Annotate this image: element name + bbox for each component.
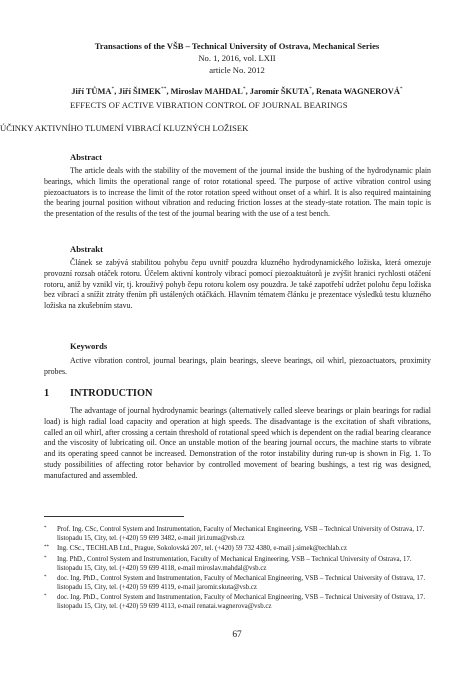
footnote (44, 556, 431, 573)
footnote-text: Prof. Ing. CSc, Control System and Instrumentation, Faculty of Mechanical Engineering, VSB – Technical University of Ostrava, 17. listopadu 15, City, tel. (+420) 59 699 3482, e-mail jiri.tuma@vsb.cz (57, 526, 425, 542)
footnote-separator (44, 516, 184, 517)
footnote-mark: * (44, 526, 47, 531)
footnote-mark: * (44, 556, 47, 561)
footnote-mark: * (44, 575, 47, 580)
article-number: article No. 2012 (209, 65, 265, 75)
keywords-text: Active vibration control, journal bearings, plain bearings, sleeve bearings, oil whirl, piezoactuators, proximity probes. (44, 356, 431, 376)
footnote (44, 545, 431, 554)
paper-title-czech: ÚČINKY AKTIVNÍHO TLUMENÍ VIBRACÍ KLUZNÝCH LOŽISEK (0, 123, 249, 133)
footnote-text: Ing. CSc., TECHLAB Ltd., Prague, Sokolovská 207, tel. (+420) 59 732 4380, e-mail j.simek@techlab.cz (57, 545, 347, 552)
keywords-heading: Keywords (70, 341, 108, 351)
author-mark: * (399, 86, 403, 92)
author-list: Jiří TŮMA*, Jiří ŠIMEK**, Miroslav MAHDAL*, Jaromír ŠKUTA*, Renata WAGNEROVÁ* (71, 86, 403, 96)
abstrakt-text: Článek se zabývá stabilitou pohybu čepu uvnitř pouzdra kluzného hydrodynamického ložiska, která omezuje provozní rozsah otáček rotoru. Účelem aktivní kontroly vibrací pomocí piezoaktuátorů je zvýšit hranici rychlosti otáčení rotoru, aniž by vznikl vír, tj. krouživý pohyb čepu rotoru kolem osy pouzdra. Je také zapotřebí udržet polohu čepu ložiska bez vibrací a snížit ztráty třením při ustálených otáčkách. Hlavním tématem článku je prezentace výsledků testu kluzného ložiska na zkušebním stavu. (44, 258, 431, 311)
author-mark: * (242, 86, 246, 92)
author-name: Jiří TŮMA (71, 86, 112, 96)
author-name: Jaromír ŠKUTA (249, 86, 310, 96)
section-number: 1 (44, 388, 50, 399)
paper-title-english: EFFECTS OF ACTIVE VIBRATION CONTROL OF JOURNAL BEARINGS (70, 100, 348, 110)
footnote-mark: * (44, 594, 47, 599)
author-name: Miroslav MAHDAL (170, 86, 243, 96)
footnote (44, 575, 431, 592)
author-mark: * (111, 86, 115, 92)
issue-info: No. 1, 2016, vol. LXII (198, 53, 276, 63)
footnote-text: Ing. PhD., Control System and Instrumentation, Faculty of Mechanical Engineering, VSB – Technical University of Ostrava, 17. listopadu 15, City, tel. (+420) 59 699 4118, e-mail miroslav.mahdal@vsb.cz (57, 556, 412, 572)
introduction-text: The advantage of journal hydrodynamic bearings (alternatively called sleeve bearings or plain bearings for radial load) is high radial load capacity and operation at high speeds. The disadvantage is the excitation of shaft vibrations, called an oil whirl, after crossing a certain threshold of rotational speed which is dependent on the radial bearing clearance and the viscosity of lubricating oil. Once an unstable motion of the bearing journal occurs, the machine starts to vibrate and its operating speed cannot be increased. Demonstration of the rotor instability during run-up is shown in Fig. 1. To study possibilities of affecting rotor behavior by controlled movement of bearing bushings, a test rig was designed, manufactured and assembled. (44, 406, 431, 480)
section-heading (44, 388, 152, 399)
author-name: Jiří ŠIMEK (118, 86, 161, 96)
journal-name: Transactions of the VŠB – Technical University of Ostrava, Mechanical Series (94, 41, 380, 51)
footnote (44, 526, 431, 543)
footnote-text: doc. Ing. PhD., Control System and Instrumentation, Faculty of Mechanical Engineering, VSB – Technical University of Ostrava, 17. listopadu 15, City, tel. (+420) 59 699 4113, e-mail renatai.wagnerova@vsb.cz (57, 594, 426, 610)
section-title: INTRODUCTION (70, 388, 153, 399)
abstrakt-heading: Abstrakt (70, 244, 103, 254)
footnote (44, 594, 431, 611)
author-name: Renata WAGNEROVÁ (316, 86, 400, 96)
author-mark: * (309, 86, 312, 92)
author-mark: ** (160, 86, 167, 92)
footnote-mark: ** (44, 545, 49, 550)
page-number: 67 (232, 630, 242, 640)
footnote-text: doc. Ing. PhD., Control System and Instrumentation, Faculty of Mechanical Engineering, VSB – Technical University of Ostrava, 17. listopadu 15, City, tel. (+420) 59 699 4119, e-mail jaromir.skuta@vsb.cz (57, 575, 426, 591)
abstract-heading: Abstract (70, 152, 102, 162)
abstract-text: The article deals with the stability of the movement of the journal inside the bushing of the hydrodynamic plain bearings, which limits the operational range of rotor rotational speed. The purpose of active vibration control using piezoactuators is to increase the limit of the rotor rotation speed without onset of a whirl. It is also required maintaining the bearing journal position without vibration and reducing friction losses at the steady-state rotation. The main topic is the presentation of the results of the test of the journal bearing with the use of a test bench. (44, 166, 431, 219)
